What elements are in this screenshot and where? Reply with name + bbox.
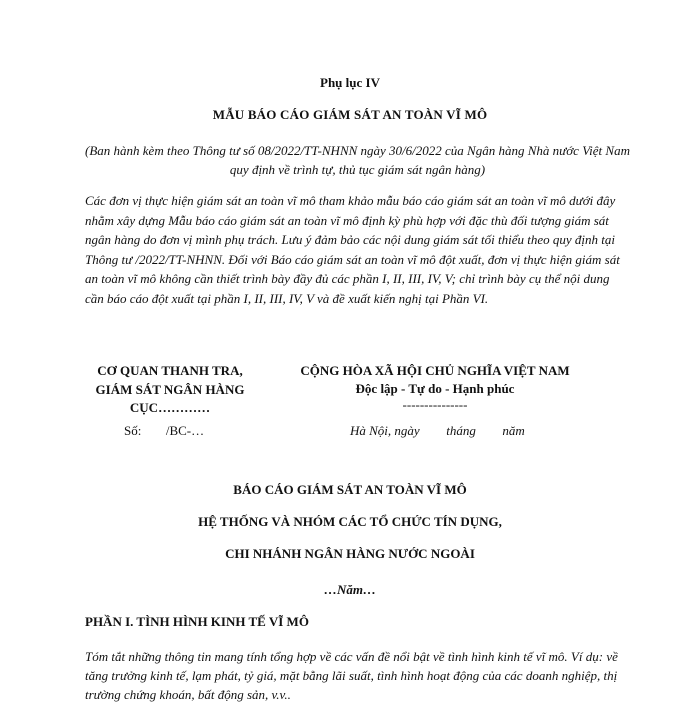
report-number xyxy=(124,423,204,439)
report-title-line-1: BÁO CÁO GIÁM SÁT AN TOÀN VĨ MÔ xyxy=(233,482,467,497)
national-motto: Độc lập - Tự do - Hạnh phúc xyxy=(355,381,515,396)
section-1-body: Tóm tắt những thông tin mang tính tổng hợp về các vấn đề nổi bật về tình hình kinh tế vĩ mô. Ví dụ: về tăng trưởng kinh tế, lạm phát, tỷ giá, mặt bằng lãi suất, tình hình hoạt động của các doanh nghiệp, thị trường chứng khoán, bất động sản, v.v.. xyxy=(85,649,618,702)
date-year: năm xyxy=(502,423,525,438)
report-year: …Năm… xyxy=(324,582,376,597)
date-month: tháng xyxy=(446,423,476,438)
number-label: Số: xyxy=(124,423,142,438)
report-title-line-3: CHI NHÁNH NGÂN HÀNG NƯỚC NGOÀI xyxy=(225,546,475,561)
motto-separator: --------------- xyxy=(402,397,468,412)
agency-line-1: CƠ QUAN THANH TRA, xyxy=(97,363,243,378)
intro-paragraph: Các đơn vị thực hiện giám sát an toàn vĩ mô tham khảo mẫu báo cáo giám sát an toàn vĩ mô dưới đây nhằm xây dựng Mẫu báo cáo giám sát an toàn vĩ mô định kỳ phù hợp với đặc thù đối tượng giám sát ngân hàng do đơn vị mình phụ trách. Lưu ý đảm bảo các nội dung giám sát tối thiểu theo quy định tại Thông tư /2022/TT-NHNN. Đối với Báo cáo giám sát an toàn vĩ mô đột xuất, đơn vị thực hiện giám sát an toàn vĩ mô không cần thiết trình bày đầy đủ các phần I, II, III, IV, V; chỉ trình bày cụ thể nội dung cần báo cáo đột xuất tại phần I, II, III, IV, V và đề xuất kiến nghị tại Phần VI. xyxy=(85,193,620,306)
section-1-heading: PHẦN I. TÌNH HÌNH KINH TẾ VĨ MÔ xyxy=(85,614,309,629)
date-line xyxy=(350,423,525,439)
form-title: MẪU BÁO CÁO GIÁM SÁT AN TOÀN VĨ MÔ xyxy=(212,107,488,122)
issued-note: (Ban hành kèm theo Thông tư số 08/2022/TT-NHNN ngày 30/6/2022 của Ngân hàng Nhà nước Việt Nam quy định về trình tự, thủ tục giám sát ngân hàng) xyxy=(85,143,630,177)
nation-title: CỘNG HÒA XÃ HỘI CHỦ NGHĨA VIỆT NAM xyxy=(300,363,570,378)
number-value: /BC-… xyxy=(165,423,205,438)
agency-line-2: GIÁM SÁT NGÂN HÀNG xyxy=(95,381,245,397)
appendix-label: Phụ lục IV xyxy=(320,75,380,90)
issuing-agency xyxy=(70,362,270,418)
agency-line-3: CỤC………… xyxy=(129,400,211,415)
national-header xyxy=(280,362,590,412)
date-place: Hà Nội, ngày xyxy=(350,423,420,438)
report-title-line-2: HỆ THỐNG VÀ NHÓM CÁC TỔ CHỨC TÍN DỤNG, xyxy=(198,514,502,529)
